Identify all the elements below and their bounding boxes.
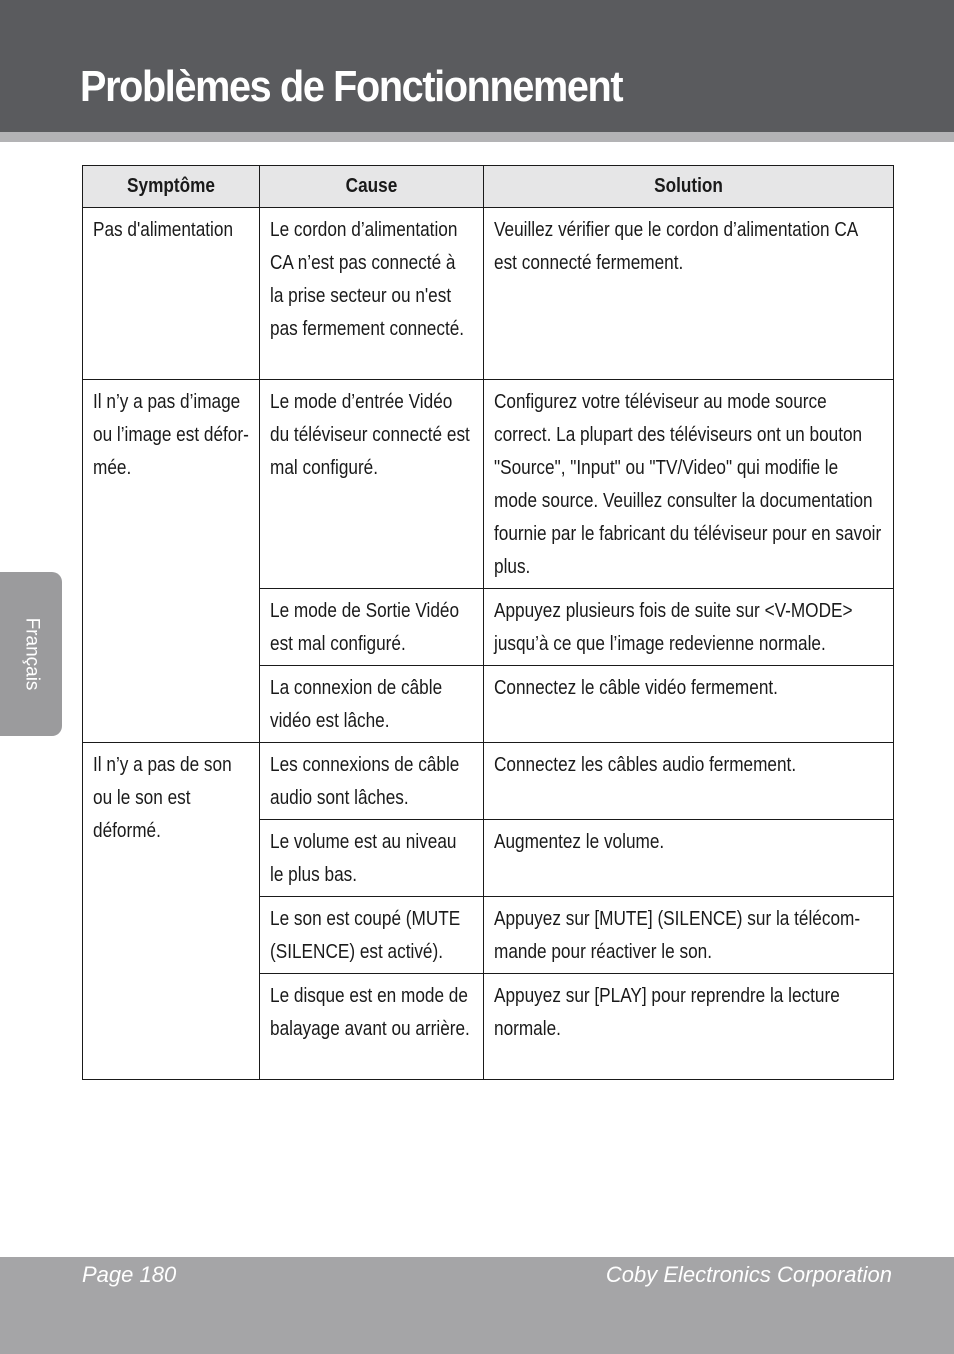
language-tab-label: Français [21,617,43,691]
solution-cell: Configurez votre téléviseur au mode source correct. La plupart des téléviseurs ont un bouton "Source", "Input" ou "TV/Video" qui modifie le mode source. Veuillez consulter la documentation fournie par le fabricant du téléviseur pour en savoir plus. [484,380,894,589]
solution-cell: Appuyez sur [MUTE] (SILENCE) sur la télécom- mande pour réactiver le son. [484,897,894,974]
solution-cell: Connectez les câbles audio fermement. [484,743,894,820]
solution-cell: Veuillez vérifier que le cordon d’alimentation CA est connecté fermement. [484,208,894,380]
solution-cell: Appuyez sur [PLAY] pour reprendre la lecture normale. [484,974,894,1080]
symptom-cell: Pas d'alimentation [83,208,260,380]
header-divider [0,132,954,142]
table-header-row [83,166,894,208]
column-header-symptom: Symptôme [83,166,260,208]
solution-cell: Appuyez plusieurs fois de suite sur <V-MODE> jusqu’à ce que l’image redevienne normale. [484,589,894,666]
cause-cell: Le son est coupé (MUTE (SILENCE) est activé). [260,897,484,974]
cause-cell: Le mode de Sortie Vidéo est mal configuré. [260,589,484,666]
column-header-solution: Solution [484,166,894,208]
cause-cell: Les connexions de câble audio sont lâches. [260,743,484,820]
symptom-cell: Il n’y a pas de son ou le son est déformé. [83,743,260,1080]
solution-cell: Augmentez le volume. [484,820,894,897]
table-row [83,208,894,380]
troubleshooting-table [82,165,894,1080]
symptom-cell: Il n’y a pas d’image ou l’image est défor- mée. [83,380,260,743]
cause-cell: Le cordon d’alimentation CA n’est pas connecté à la prise secteur ou n'est pas fermement connecté. [260,208,484,380]
cause-cell: Le disque est en mode de balayage avant ou arrière. [260,974,484,1080]
cause-cell: Le mode d’entrée Vidéo du téléviseur connecté est mal configuré. [260,380,484,589]
company-name: Coby Electronics Corporation [605,1262,892,1287]
solution-cell: Connectez le câble vidéo fermement. [484,666,894,743]
cause-cell: Le volume est au niveau le plus bas. [260,820,484,897]
language-side-tab [0,572,62,736]
cause-cell: La connexion de câble vidéo est lâche. [260,666,484,743]
column-header-cause: Cause [260,166,484,208]
page-title: Problèmes de Fonctionnement [80,62,623,111]
table-row [83,380,894,589]
page-number: Page 180 [82,1262,177,1287]
table-row [83,743,894,820]
